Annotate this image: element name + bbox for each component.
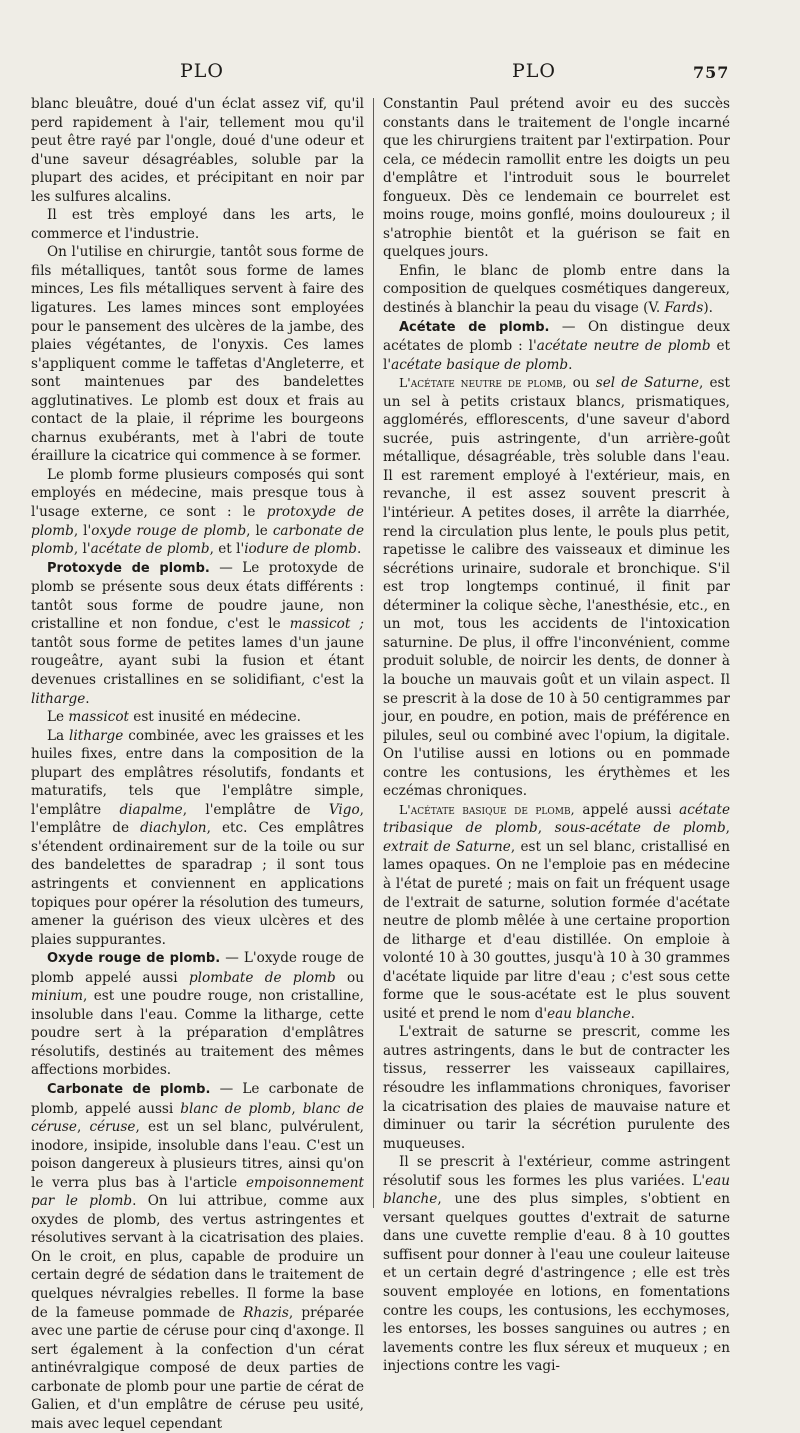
- text-run: ).: [703, 300, 713, 317]
- text-run: — L'oxyde rouge de plomb appelé aussi: [31, 950, 364, 986]
- text-run: ,: [725, 820, 730, 837]
- text-run: ,: [76, 1119, 90, 1136]
- text-run: plombate de plomb: [188, 969, 336, 986]
- text-run: minium: [31, 988, 83, 1005]
- text-run: diachylon: [140, 820, 207, 837]
- text-run: protoxyde de plomb: [31, 504, 364, 539]
- paragraph: [31, 243, 364, 466]
- paragraph: [31, 559, 364, 708]
- text-run: est inusité en médecine.: [128, 709, 301, 726]
- text-run: — Le protoxyde de plomb se présente sous deux états différents : tantôt sous forme de poudre jaune, non cristalline et non fondue, c'est le: [31, 559, 364, 633]
- text-run: blanc de céruse: [31, 1100, 364, 1136]
- paragraph: [383, 1023, 730, 1153]
- text-run: acétate de plomb: [90, 541, 210, 558]
- running-header: [0, 60, 800, 90]
- text-run: , l'emplâtre de: [182, 801, 329, 818]
- text-run: , l': [73, 541, 91, 558]
- section-heading: Carbonate de plomb.: [47, 1081, 211, 1097]
- paragraph: [31, 949, 364, 1080]
- text-run: Il se prescrit à l'extérieur, comme astringent résolutif sous les formes les plus variées. L': [383, 1154, 730, 1189]
- text-run: .: [630, 1005, 635, 1022]
- text-run: et l': [383, 338, 730, 373]
- text-run: empoisonnement par le plomb: [31, 1174, 364, 1210]
- text-run: eau blanche: [547, 1005, 631, 1022]
- text-run: , préparée avec une partie de céruse pour cinq d'axonge. Il sert également à la confection d'un cérat antinévralgique composé de deux parties de carbonate de plomb pour une partie de cérat de Galien, et d'un emplâtre de céruse peu usité, mais avec lequel cependant: [31, 1304, 365, 1432]
- section-heading: Acétate de plomb.: [399, 319, 550, 335]
- text-run: céruse: [89, 1119, 136, 1136]
- text-run: , et l': [209, 541, 245, 558]
- text-run: L'acétate basique de plomb,: [399, 801, 575, 817]
- paragraph: [31, 95, 364, 206]
- text-run: appelé aussi: [574, 801, 680, 818]
- paragraph: [31, 1080, 364, 1433]
- text-run: ou: [335, 969, 364, 986]
- text-run: ,: [291, 1100, 303, 1117]
- text-run: Vigo: [328, 801, 360, 818]
- text-run: , etc. Ces emplâtres s'étendent ordinairement sur de la toile ou sur des bandelettes de sparadrap ; il sont tous astringents et conviennent en applications topiques pour opérer la résolution des tumeurs, amener la guérison des vieux ulcères et des plaies suppurantes.: [31, 820, 365, 948]
- section-heading: Protoxyde de plomb.: [47, 560, 210, 576]
- text-run: , est un sel à petits cristaux blancs, prismatiques, agglomérés, efflorescents, d'une saveur d'abord sucrée, puis astringente, d'un arrière-goût métallique, désagréable, très soluble dans l'eau. Il est rarement employé à l'extérieur, mais, en revanche, il est assez souvent prescrit à l'intérieur. A petites doses, il arrête la diarrhée, rend la circulation plus lente, le pouls plus petit, rapetisse le calibre des vaisseaux et diminue les sécrétions urinaire, sudorale et bronchique. S'il est trop longtemps continué, il finit par déterminer la colique sèche, l'anesthésie, etc., en un mot, tous les accidents de l'intoxication saturnine. De plus, il offre l'inconvénient, comme produit soluble, de noircir les dents, de donner à la bouche un mauvais goût et un vilain aspect. Il se prescrit à la dose de 10 à 50 centigrammes par jour, en poudre, en potion, mais de préférence en pilules, seul ou combiné avec l'opium, la digitale. On l'utilise aussi en lotions ou en pommade contre les contusions, les érythèmes et les eczémas chroniques.: [383, 375, 730, 800]
- text-run: , est une poudre rouge, non cristalline, insoluble dans l'eau. Comme la litharge, cette poudre sert à la préparation d'emplâtres résolutifs, destinés au traitement des mêmes affections morbides.: [31, 988, 364, 1079]
- text-run: Le: [47, 709, 69, 726]
- text-run: , le: [246, 522, 273, 539]
- paragraph: [383, 374, 730, 801]
- paragraph: [383, 801, 730, 1024]
- text-run: eau blanche: [383, 1172, 730, 1208]
- header-right-title: PLO: [512, 60, 556, 82]
- text-run: sous-acétate de plomb: [554, 820, 726, 837]
- text-run: acétate basique de plomb: [391, 356, 569, 373]
- text-run: blanc bleuâtre, doué d'un éclat assez vif, qu'il perd rapidement à l'air, tellement mou qu'il peut être rayé par l'ongle, doué d'une odeur et d'une saveur désagréables, soluble par la plupart des acides, et précipitant en noir par les sulfures alcalins.: [31, 96, 364, 205]
- text-run: massicot ;: [289, 616, 364, 633]
- right-column: [383, 95, 730, 1376]
- text-run: — On distingue deux acétates de plomb : l': [383, 318, 730, 355]
- text-run: ou: [566, 375, 596, 392]
- text-run: Constantin Paul prétend avoir eu des succès constants dans le traitement de l'ongle incarné que les chirurgiens traitent par l'extirpation. Pour cela, ce médecin ramollit entre les doigts un peu d'emplâtre et l'introduit sous le bourrelet fongueux. Dès ce lendemain ce bourrelet est moins rouge, moins gonflé, moins douloureux ; il s'atrophie bientôt et la guérison se fait en quelques jours.: [383, 96, 730, 261]
- text-run: .: [356, 541, 362, 558]
- page-number: 757: [693, 63, 730, 82]
- text-run: , l'emplâtre de: [31, 801, 364, 837]
- text-run: Fards: [664, 300, 704, 317]
- text-run: Enfin, le blanc de plomb entre dans la composition de quelques cosmétiques dangereux, destinés à blanchir la peau du visage (V.: [383, 262, 730, 317]
- text-run: tantôt sous forme de petites lames d'un jaune rougeâtre, ayant subi la fusion et étant devenues cristallines en se solidifiant, c'est la: [31, 634, 364, 688]
- text-run: , l': [73, 522, 92, 539]
- text-run: litharge: [31, 690, 86, 707]
- text-run: , une des plus simples, s'obtient en versant quelques gouttes d'extrait de saturne dans une cuvette remplie d'eau. 8 à 10 gouttes suffisent pour donner à l'eau une couleur laiteuse et un certain degré d'astringence ; elle est très souvent employée en lotions, en fomentations contre les coups, les contusions, les ecchymoses, les entorses, les bosses sanguines ou autres ; en lavements contre les flux séreux et muqueux ; en injections contre les vagi-: [383, 1191, 730, 1375]
- paragraph: [383, 95, 730, 262]
- text-run: massicot: [68, 709, 129, 726]
- text-run: .: [85, 690, 90, 707]
- paragraph: [383, 318, 730, 375]
- text-run: oxyde rouge de plomb: [91, 522, 247, 539]
- paragraph: [31, 708, 364, 727]
- text-run: combinée, avec les graisses et les huiles fixes, entre dans la composition de la plupart des emplâtres résolutifs, fondants et maturatifs, tels que l'emplâtre simple, l'emplâtre: [31, 727, 365, 818]
- paragraph: [383, 1153, 730, 1376]
- header-left-title: PLO: [180, 60, 224, 82]
- text-run: acétate neutre de plomb: [536, 338, 711, 355]
- section-heading: Oxyde rouge de plomb.: [47, 951, 221, 967]
- text-run: , est un sel blanc, cristallisé en lames opaques. On ne l'emploie pas en médecine à l'état de pureté ; mais on fait un fréquent usage de l'extrait de saturne, solution formée d'acétate neutre de plomb mêlée à une certaine proportion de litharge et d'eau distillée. On emploie à volonté 10 à 30 gouttes, jusqu'à 10 à 30 grammes d'acétate liquide par litre d'eau ; c'est sous cette forme que le sous-acétate est le plus souvent usité et prend le nom d': [383, 838, 730, 1022]
- paragraph: [31, 206, 364, 243]
- column-divider: [373, 98, 374, 1208]
- paragraph: [383, 262, 730, 318]
- text-run: diapalme: [119, 801, 183, 818]
- text-run: .: [568, 356, 573, 373]
- text-run: Rhazis: [243, 1304, 289, 1321]
- paragraph: [31, 466, 364, 559]
- text-run: acétate tribasique de plomb: [383, 801, 730, 837]
- text-run: . On lui attribue, comme aux oxydes de plomb, des vertus astringentes et résolutives servant à la cicatrisation des plaies. On le croit, en plus, capable de produire un certain degré de sédation dans le traitement de quelques névralgies rebelles. Il forme la base de la fameuse pommade de: [31, 1193, 365, 1321]
- text-run: , est un sel blanc, pulvérulent, inodore, insipide, insoluble dans l'eau. C'est un poison dangereux à plusieurs titres, ainsi qu'on le verra plus bas à l'article: [31, 1119, 364, 1191]
- left-column: [31, 95, 364, 1433]
- text-run: ,: [537, 820, 555, 837]
- text-run: L'acétate neutre de plomb,: [399, 375, 567, 391]
- paragraph: [31, 727, 364, 950]
- text-run: iodure de plomb: [244, 541, 357, 558]
- text-run: extrait de Saturne: [383, 838, 511, 855]
- text-run: Le plomb forme plusieurs composés qui sont employés en médecine, mais presque tous à l'usage externe, ce sont : le: [31, 466, 364, 521]
- text-run: La: [47, 727, 70, 744]
- text-run: On l'utilise en chirurgie, tantôt sous forme de fils métalliques, tantôt sous forme de lames minces, Les fils métalliques servent à faire des ligatures. Les lames minces sont employées pour le pansement des ulcères de la jambe, des plaies végétantes, de l'onyxis. Ces lames s'appliquent comme le taffetas d'Angleterre, et sont maintenues par des bandelettes agglutinatives. Le plomb est doux et frais au contact de la plaie, il réprime les bourgeons charnus exubérants, met à l'abri de toute éraillure la cicatrice qui commence à se former.: [31, 244, 364, 465]
- text-run: blanc de plomb: [180, 1100, 292, 1117]
- text-run: carbonate de plomb: [31, 522, 364, 558]
- text-run: litharge: [69, 727, 124, 744]
- text-run: L'extrait de saturne se prescrit, comme les autres astringents, dans le but de contracter les tissus, resserrer les vaisseaux capillaires, résoudre les inflammations chroniques, favoriser la cicatrisation des plaies de mauvaise nature et diminuer ou tarir la sécrétion purulente des muqueuses.: [383, 1024, 730, 1152]
- text-run: — Le carbonate de plomb, appelé aussi: [31, 1080, 364, 1117]
- text-run: sel de Saturne: [595, 375, 700, 392]
- text-run: Il est très employé dans les arts, le commerce et l'industrie.: [31, 207, 364, 242]
